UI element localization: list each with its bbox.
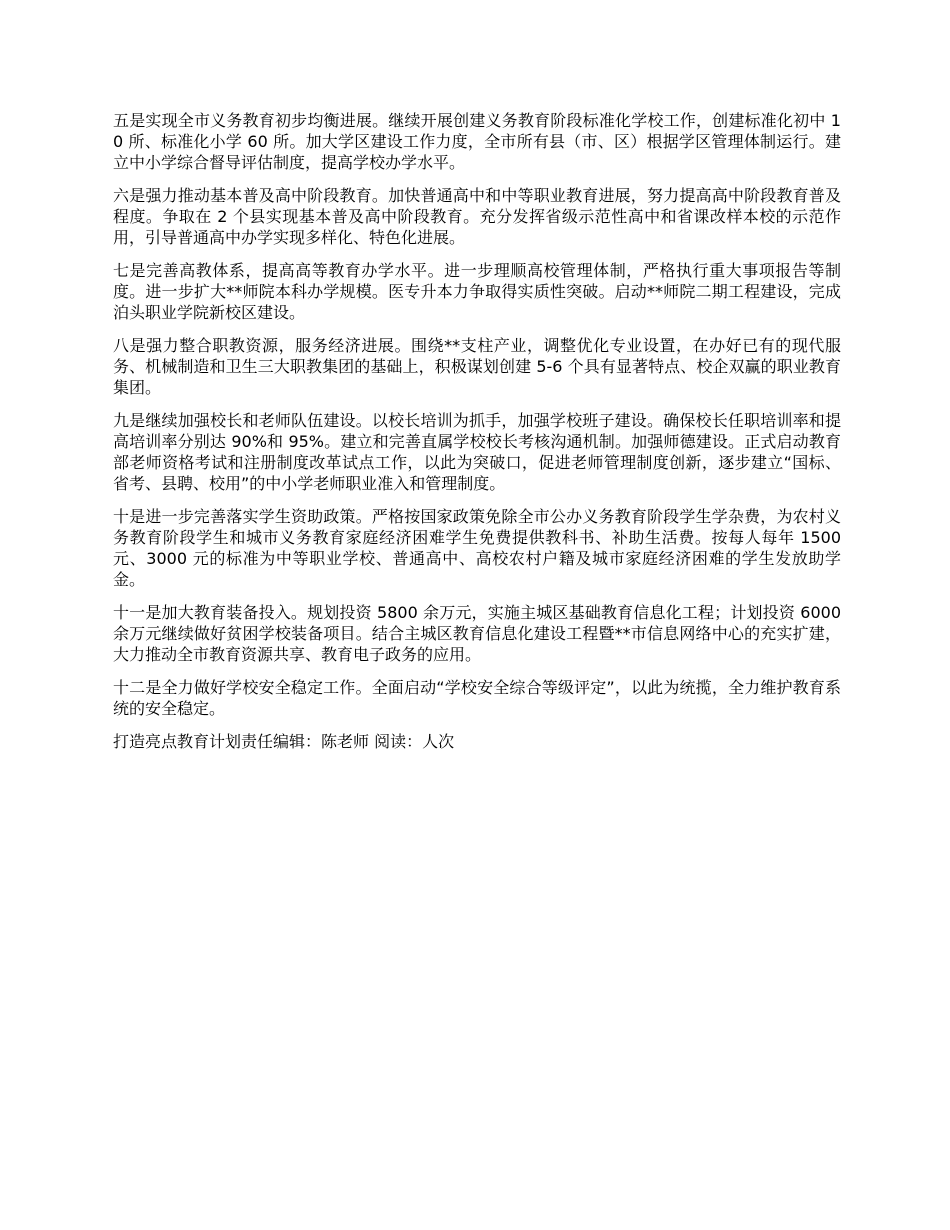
document-body [113, 110, 841, 752]
editor-footer: 打造亮点教育计划责任编辑：陈老师 阅读：人次 [113, 732, 455, 751]
paragraph-item-11: 十一是加大教育装备投入。规划投资 5800 余万元，实施主城区基础教育信息化工程；计划投资 6000 余万元继续做好贫困学校装备项目。结合主城区教育信息化建设工程暨**市信息网络中心的充实扩建，大力推动全市教育资源共享、教育电子政务的应用。 [113, 603, 841, 664]
paragraph-item-6: 六是强力推动基本普及高中阶段教育。加快普通高中和中等职业教育进展，努力提高高中阶段教育普及程度。争取在 2 个县实现基本普及高中阶段教育。充分发挥省级示范性高中和省课改样本校的示范作用，引导普通高中办学实现多样化、特色化进展。 [113, 186, 841, 247]
paragraph-item-10: 十是进一步完善落实学生资助政策。严格按国家政策免除全市公办义务教育阶段学生学杂费，为农村义务教育阶段学生和城市义务教育家庭经济困难学生免费提供教科书、补助生活费。按每人每年 1500 元、3000 元的标准为中等职业学校、普通高中、高校农村户籍及城市家庭经济困难的学生发放助学金。 [113, 507, 841, 589]
paragraph-item-8: 八是强力整合职教资源，服务经济进展。围绕**支柱产业，调整优化专业设置，在办好已有的现代服务、机械制造和卫生三大职教集团的基础上，积极谋划创建 5-6 个具有显著特点、校企双赢的职业教育集团。 [113, 336, 841, 397]
paragraph-item-9: 九是继续加强校长和老师队伍建设。以校长培训为抓手，加强学校班子建设。确保校长任职培训率和提高培训率分别达 90%和 95%。建立和完善直属学校校长考核沟通机制。加强师德建设。正式启动教育部老师资格考试和注册制度改革试点工作，以此为突破口，促进老师管理制度创新，逐步建立“国标、省考、县聘、校用”的中小学老师职业准入和管理制度。 [113, 411, 841, 493]
paragraph-item-12: 十二是全力做好学校安全稳定工作。全面启动“学校安全综合等级评定”，以此为统揽，全力维护教育系统的安全稳定。 [113, 678, 841, 718]
paragraph-item-5: 五是实现全市义务教育初步均衡进展。继续开展创建义务教育阶段标准化学校工作，创建标准化初中 10 所、标准化小学 60 所。加大学区建设工作力度，全市所有县（市、区）根据学区管理体制运行。建立中小学综合督导评估制度，提高学校办学水平。 [113, 111, 841, 172]
paragraph-item-7: 七是完善高教体系，提高高等教育办学水平。进一步理顺高校管理体制，严格执行重大事项报告等制度。进一步扩大**师院本科办学规模。医专升本力争取得实质性突破。启动**师院二期工程建设，完成泊头职业学院新校区建设。 [113, 261, 841, 322]
